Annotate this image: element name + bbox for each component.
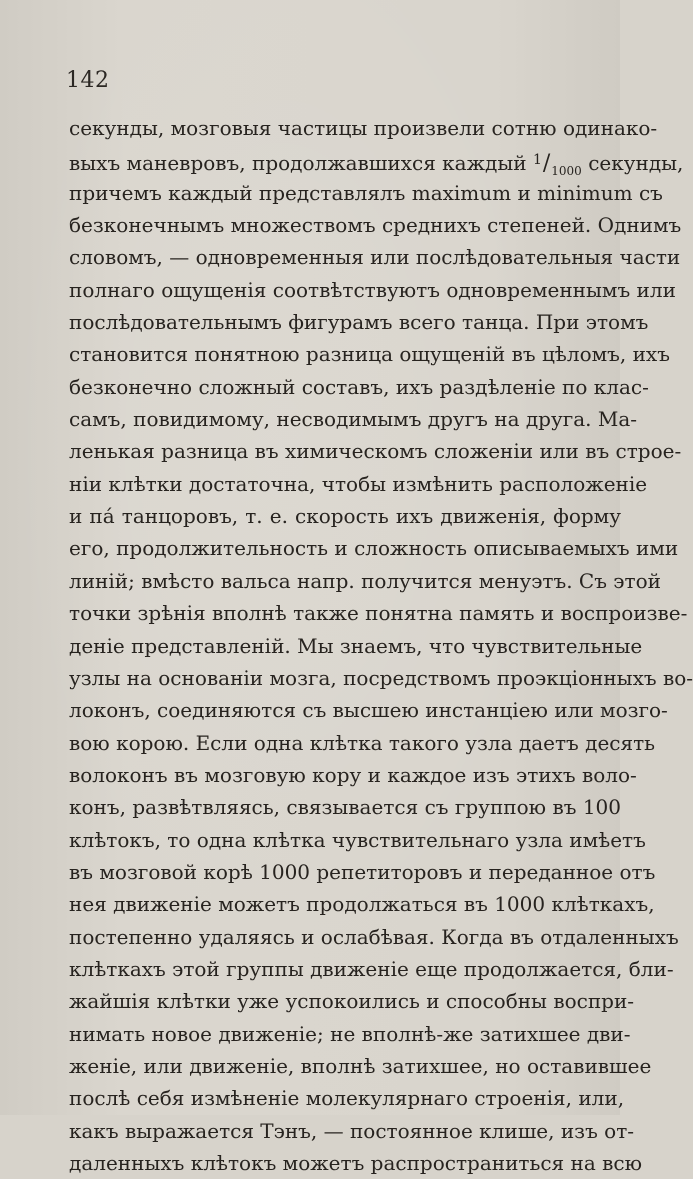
text-line: причемъ каждый представлялъ maximum и minimum съ (69, 180, 663, 205)
fraction-denominator: 1000 (551, 164, 582, 179)
text-line: безконечнымъ множествомъ среднихъ степеней. Однимъ (69, 213, 682, 238)
text-line: нея движеніе можетъ продолжаться въ 1000 клѣткахъ, (69, 892, 655, 917)
text-line: послѣдовательнымъ фигурамъ всего танца. При этомъ (69, 310, 649, 335)
text-line: самъ, повидимому, несводимымъ другъ на друга. Ма- (69, 407, 638, 432)
text-line (69, 144, 684, 179)
text-segment: секунды, (588, 151, 684, 176)
text-line: ленькая разница въ химическомъ сложеніи или въ строе- (69, 439, 682, 464)
text-line: деніе представленій. Мы знаемъ, что чувствительные (69, 633, 643, 658)
text-line: и па́ танцоровъ, т. е. скорость ихъ движенія, форму (69, 504, 621, 529)
text-line: узлы на основаніи мозга, посредствомъ проэкціонныхъ во- (69, 665, 693, 690)
text-line: безконечно сложный составъ, ихъ раздѣленіе по клас- (69, 374, 649, 399)
text-line: его, продолжительность и сложность описываемыхъ ими (69, 536, 679, 561)
fraction-slash: / (542, 151, 551, 177)
text-segment: выхъ маневровъ, продолжавшихся каждый (69, 151, 527, 176)
text-line: нимать новое движеніе; не вполнѣ-же затихшее дви- (69, 1021, 631, 1046)
text-line: клѣткахъ этой группы движеніе еще продолжается, бли- (69, 956, 674, 981)
text-line: жайшія клѣтки уже успокоились и способны воспри- (69, 989, 635, 1014)
text-line: конъ, развѣтвляясь, связывается съ группою въ 100 (69, 795, 621, 820)
text-line: въ мозговой корѣ 1000 репетиторовъ и переданное отъ (69, 859, 656, 884)
text-line: клѣтокъ, то одна клѣтка чувствительнаго узла имѣетъ (69, 827, 646, 852)
text-line: какъ выражается Тэнъ, — постоянное клише, изъ от- (69, 1118, 635, 1143)
text-line: полнаго ощущенія соотвѣтствуютъ одновременнымъ или (69, 277, 676, 302)
text-line: даленныхъ клѣтокъ можетъ распространиться на всю (69, 1151, 643, 1175)
body-text (69, 112, 693, 1179)
text-line: линій; вмѣсто вальса напр. получится менуэтъ. Съ этой (69, 568, 661, 593)
text-line: ніи клѣтки достаточна, чтобы измѣнить расположеніе (69, 471, 648, 496)
text-line: женіе, или движеніе, вполнѣ затихшее, но оставившее (69, 1053, 652, 1078)
text-line: точки зрѣнія вполнѣ также понятна память и воспроизве- (69, 601, 688, 626)
text-line: вою корою. Если одна клѣтка такого узла даетъ десять (69, 730, 656, 755)
fraction-numerator: 1 (532, 152, 542, 169)
text-line: становится понятною разница ощущеній въ цѣломъ, ихъ (69, 342, 670, 367)
page-number: 142 (66, 68, 110, 93)
text-line: локонъ, соединяются съ высшею инстанціею или мозго- (69, 698, 668, 723)
text-line: постепенно удаляясь и ослабѣвая. Когда въ отдаленныхъ (69, 924, 679, 949)
text-line: секунды, мозговыя частицы произвели сотню одинако- (69, 116, 658, 140)
text-line: волоконъ въ мозговую кору и каждое изъ этихъ воло- (69, 762, 637, 787)
text-line: словомъ, — одновременныя или послѣдовательныя части (69, 245, 681, 270)
text-line: послѣ себя измѣненіе молекулярнаго строенія, или, (69, 1086, 625, 1111)
